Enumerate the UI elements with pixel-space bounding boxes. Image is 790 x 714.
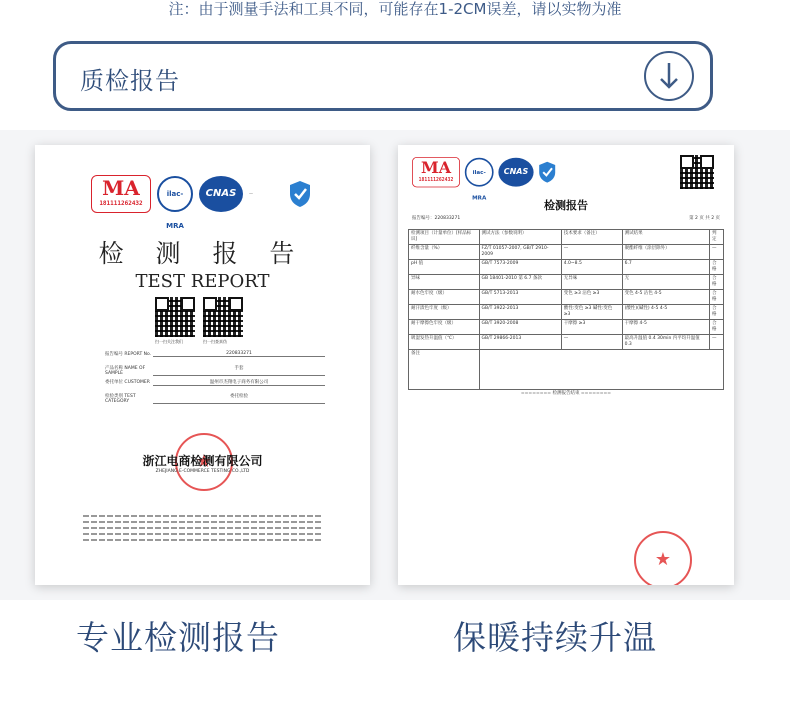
table-cell: — — [710, 335, 724, 350]
table-cell: 最高升温值 0.4 30min 内平均升温值 0.3 — [622, 335, 709, 350]
fine-print-line — [83, 533, 323, 535]
qr-code-verify — [203, 297, 243, 337]
table-cell: 合格 — [710, 305, 724, 320]
table-cell: 异味 — [409, 275, 480, 290]
table-cell: 测试结果 — [622, 230, 709, 245]
table-cell: 合格 — [710, 275, 724, 290]
red-seal-stamp — [634, 531, 692, 585]
field-customer: 委托单位 CUSTOMER 温州市杰翔电子商务有限公司 — [105, 379, 325, 386]
end-row — [409, 390, 724, 399]
table-cell: GB/T 3920-2008 — [479, 320, 561, 335]
table-cell: 变色 4-5 沾色 4-5 — [622, 290, 709, 305]
cert-logos — [412, 157, 558, 201]
expand-button[interactable] — [644, 51, 694, 101]
table-cell: 技术要求（备注） — [561, 230, 622, 245]
table-cell: 测试方法（参数说明） — [479, 230, 561, 245]
company-name-en: ZHEJIANG E-COMMERCE TESTING CO.,LTD — [155, 469, 250, 474]
table-row — [409, 305, 724, 320]
table-cell: 聚酯纤维（涂层除外） — [622, 245, 709, 260]
field-sample-name: 产品名称 NAME OF SAMPLE 手套 — [105, 365, 325, 376]
table-cell: GB/T 5713-2013 — [479, 290, 561, 305]
remark-label: 备注 — [409, 350, 480, 390]
table-cell: GB/T 7573-2009 — [479, 260, 561, 275]
ilac-logo: ilac-MRA — [157, 176, 193, 212]
field-report-no: 报告编号 REPORT No. 220833271 — [105, 351, 325, 357]
fine-print-line — [83, 515, 323, 517]
table-row — [409, 320, 724, 335]
table-cell: GB/T 3922-2013 — [479, 305, 561, 320]
table-row — [409, 260, 724, 275]
cnas-logo: CNAS — [498, 158, 533, 187]
table-cell: 6.7 — [622, 260, 709, 275]
cma-logo: MA 181111262432 — [91, 175, 151, 213]
test-report-results — [398, 145, 734, 585]
report-number: 报告编号：220833271 — [412, 216, 461, 221]
table-cell: 检测项目（计量单位）[样品标识] — [409, 230, 480, 245]
table-cell: 吸湿发热升温值（℃） — [409, 335, 480, 350]
table-cell: GB/T 29866-2013 — [479, 335, 561, 350]
cnas-info-text: — — [249, 191, 253, 196]
caption-warmth: 保暖持续升温 — [453, 618, 657, 657]
table-cell: — — [710, 245, 724, 260]
table-cell: 合格 — [710, 320, 724, 335]
table-row — [409, 275, 724, 290]
table-cell: 4.0~8.5 — [561, 260, 622, 275]
report-end-line: ======== 检测报告结束 ======== — [520, 391, 612, 396]
page-indicator: 第 2 页 共 2 页 — [689, 216, 720, 221]
report-title: 检 测 报 告 — [98, 239, 307, 268]
table-cell: 耐干摩擦色牢度（级） — [409, 320, 480, 335]
qr-caption-verify: 扫一扫查真伪 — [203, 339, 227, 344]
cnas-logo: CNAS — [199, 176, 243, 212]
report-subtitle: TEST REPORT — [135, 271, 270, 292]
table-cell: pH 值 — [409, 260, 480, 275]
fine-print-line — [83, 521, 323, 523]
remark-row — [409, 350, 724, 390]
field-test-category: 检验类别 TEST CATEGORY 委托检验 — [105, 393, 325, 404]
caption-professional-report: 专业检测报告 — [76, 618, 280, 657]
company-name: 浙江电商检测有限公司 — [142, 454, 263, 468]
test-report-cover — [35, 145, 370, 585]
table-row — [409, 245, 724, 260]
table-cell: 耐汗渍色牢度（级） — [409, 305, 480, 320]
table-cell: 无 — [622, 275, 709, 290]
table-cell: 干摩擦 4-5 — [622, 320, 709, 335]
table-cell: 判定 — [710, 230, 724, 245]
table-cell: FZ/T 01057-2007, GB/T 2910-2009 — [479, 245, 561, 260]
table-cell: — — [561, 335, 622, 350]
table-cell: 干摩擦 ≥3 — [561, 320, 622, 335]
fine-print-line — [83, 539, 323, 541]
table-cell: 酸性:变色 ≥3 碱性:变色 ≥3 — [561, 305, 622, 320]
ecommerce-testing-shield-icon — [537, 160, 558, 184]
table-header-row — [409, 230, 724, 245]
table-row — [409, 290, 724, 305]
fine-print-line — [83, 527, 323, 529]
ilac-logo: ilac-MRA — [465, 158, 494, 187]
remark-content — [479, 350, 723, 390]
table-cell: (酸性)(碱性) 4-5 4-5 — [622, 305, 709, 320]
table-cell: 合格 — [710, 290, 724, 305]
table-cell: 变色 ≥3 沾色 ≥3 — [561, 290, 622, 305]
table-cell: 合格 — [710, 260, 724, 275]
table-cell: — — [561, 245, 622, 260]
cert-logos — [91, 175, 313, 230]
table-cell: 耐水色牢度（级） — [409, 290, 480, 305]
report-header-row — [412, 215, 720, 221]
qr-caption-follow: 扫一扫关注我们 — [155, 339, 183, 344]
quality-report-header[interactable] — [53, 41, 713, 111]
cma-logo: MA 181111262432 — [412, 157, 460, 187]
report-title: 检测报告 — [544, 199, 588, 212]
table-row — [409, 335, 724, 350]
section-title: 质检报告 — [80, 67, 180, 95]
arrow-down-icon — [646, 53, 692, 99]
qr-code-follow — [155, 297, 195, 337]
table-cell: GB 18401-2010 第 6.7 条款 — [479, 275, 561, 290]
table-cell: 纤维含量（%） — [409, 245, 480, 260]
measurement-note: 注：由于测量手法和工具不同，可能存在1-2CM误差，请以实物为准 — [168, 0, 622, 18]
results-table — [408, 229, 724, 398]
ecommerce-testing-shield-icon — [287, 179, 313, 209]
table-cell: 无异味 — [561, 275, 622, 290]
qr-code — [680, 155, 714, 189]
